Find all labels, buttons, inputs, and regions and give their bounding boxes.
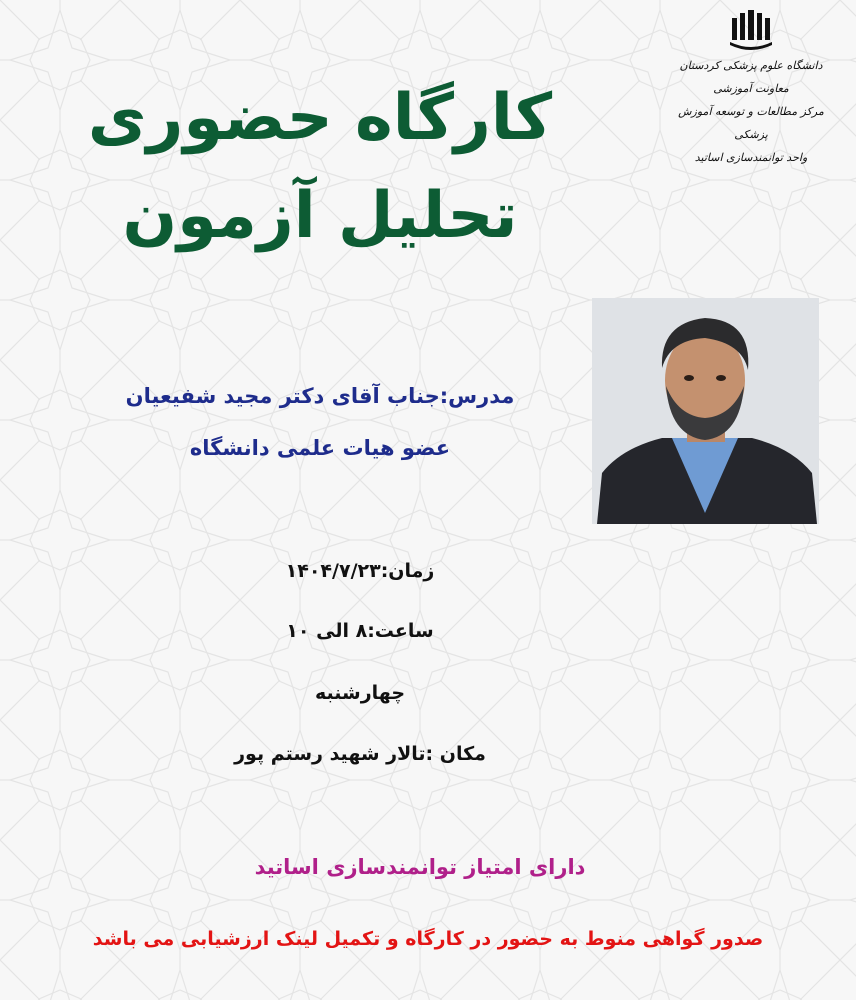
title-line-1: کارگاه حضوری <box>87 81 553 155</box>
event-place: مکان :تالار شهید رستم پور <box>234 743 486 765</box>
event-time: ساعت:۸ الی ۱۰ <box>286 620 434 642</box>
org-line-university: دانشگاه علوم پزشکی کردستان <box>679 59 823 72</box>
credit-note: دارای امتیاز توانمندسازی اساتید <box>254 855 586 879</box>
instructor-portrait-icon <box>592 298 819 524</box>
university-emblem-icon <box>728 10 774 50</box>
event-date: زمان:۱۴۰۴/۷/۲۳ <box>285 560 435 582</box>
org-line-vice-chancellor: معاونت آموزشی <box>713 82 789 95</box>
instructor-name: مدرس:جناب آقای دکتر مجید شفیعیان <box>125 384 515 408</box>
instructor-photo <box>592 298 819 524</box>
university-header <box>676 10 826 169</box>
event-day: چهارشنبه <box>314 682 406 704</box>
certificate-note: صدور گواهی منوط به حضور در کارگاه و تکمیل لینک ارزشیابی می باشد <box>92 928 764 950</box>
org-line-faculty-unit: واحد توانمندسازی اساتید <box>694 151 808 164</box>
instructor-role: عضو هیات علمی دانشگاه <box>189 436 451 460</box>
title-line-2: تحلیل آزمون <box>122 179 518 253</box>
org-line-edc: مرکز مطالعات و توسعه آموزش پزشکی <box>678 105 824 141</box>
